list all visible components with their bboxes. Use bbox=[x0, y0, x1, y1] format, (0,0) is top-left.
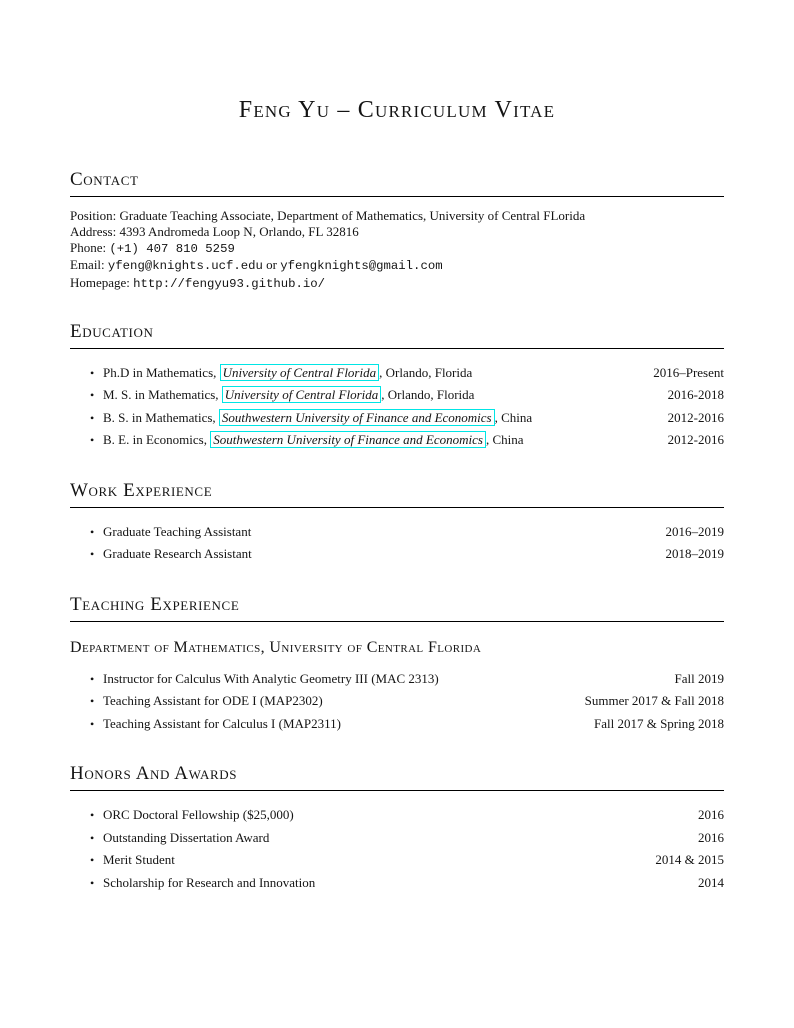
education-item bbox=[70, 407, 724, 430]
contact-heading: Contact bbox=[70, 169, 139, 190]
section-rule bbox=[70, 790, 724, 791]
section-teaching-experience bbox=[70, 593, 724, 736]
section-rule bbox=[70, 196, 724, 197]
email-primary: yfeng@knights.ucf.edu bbox=[107, 259, 263, 274]
education-item-dates: 2012-2016 bbox=[667, 432, 724, 448]
honors-item-dates: 2014 & 2015 bbox=[655, 852, 724, 868]
teaching-item-role: Instructor for Calculus With Analytic Geometry III (MAC 2313) bbox=[103, 670, 439, 686]
homepage-value: http://fengyu93.github.io/ bbox=[133, 277, 326, 292]
honors-item bbox=[70, 804, 724, 827]
bullet-icon: • bbox=[90, 365, 95, 380]
bullet-icon: • bbox=[90, 410, 95, 425]
bullet-icon: • bbox=[90, 716, 95, 731]
work-item bbox=[70, 521, 724, 544]
honors-item-dates: 2016 bbox=[698, 807, 724, 823]
section-contact bbox=[70, 168, 724, 293]
education-item-text bbox=[103, 407, 668, 429]
bullet-icon: • bbox=[90, 671, 95, 686]
work-item-dates: 2016–2019 bbox=[665, 523, 724, 539]
email-label: Email: bbox=[70, 257, 105, 273]
honors-heading: Honors And Awards bbox=[70, 763, 238, 785]
section-rule bbox=[70, 348, 724, 349]
contact-line-position bbox=[70, 208, 724, 224]
section-honors-awards bbox=[70, 762, 724, 894]
degree-text: M. S. in Mathematics, bbox=[103, 387, 219, 403]
honors-item bbox=[70, 827, 724, 850]
honors-item-award: ORC Doctoral Fellowship ($25,000) bbox=[103, 807, 294, 823]
contact-line-address bbox=[70, 224, 724, 240]
honors-item-dates: 2016 bbox=[698, 829, 724, 845]
address-label: Address: bbox=[70, 223, 117, 239]
education-item bbox=[70, 362, 724, 385]
education-item bbox=[70, 429, 724, 452]
institution-link[interactable]: Southwestern University of Finance and Economics bbox=[210, 431, 486, 448]
education-item-text bbox=[103, 362, 653, 384]
contact-lines bbox=[70, 208, 724, 293]
education-item-text bbox=[103, 384, 668, 406]
education-item-text bbox=[103, 429, 668, 451]
position-value: Graduate Teaching Associate, Department of Mathematics, University of Central FLorida bbox=[119, 208, 586, 223]
bullet-icon: • bbox=[90, 830, 95, 845]
contact-line-email bbox=[70, 257, 724, 275]
phone-value: (+1) 407 810 5259 bbox=[109, 241, 235, 256]
education-list bbox=[70, 362, 724, 452]
degree-text: B. S. in Mathematics, bbox=[103, 409, 216, 425]
bullet-icon: • bbox=[90, 808, 95, 823]
institution-link[interactable]: University of Central Florida bbox=[222, 386, 381, 403]
bullet-icon: • bbox=[90, 547, 95, 562]
teaching-item-role: Teaching Assistant for Calculus I (MAP2311) bbox=[103, 715, 341, 731]
bullet-icon: • bbox=[90, 875, 95, 890]
teaching-item-role: Teaching Assistant for ODE I (MAP2302) bbox=[103, 693, 323, 709]
bullet-icon: • bbox=[90, 694, 95, 709]
teaching-subsection-heading: Department of Mathematics, University of Central Florida bbox=[70, 638, 482, 656]
teaching-item bbox=[70, 690, 724, 713]
teaching-list bbox=[70, 668, 724, 736]
bullet-icon: • bbox=[90, 524, 95, 539]
location-text: , Orlando, Florida bbox=[379, 364, 473, 380]
section-rule bbox=[70, 507, 724, 508]
education-item bbox=[70, 384, 724, 407]
honors-item-award: Scholarship for Research and Innovation bbox=[103, 874, 316, 890]
contact-line-phone bbox=[70, 240, 724, 258]
institution-link[interactable]: University of Central Florida bbox=[220, 364, 379, 381]
bullet-icon: • bbox=[90, 853, 95, 868]
honors-item-award: Merit Student bbox=[103, 852, 175, 868]
education-item-dates: 2016–Present bbox=[653, 364, 724, 380]
address-value: 4393 Andromeda Loop N, Orlando, FL 32816 bbox=[119, 223, 359, 239]
honors-item-dates: 2014 bbox=[698, 874, 724, 890]
work-item-role: Graduate Teaching Assistant bbox=[103, 523, 252, 539]
section-rule bbox=[70, 621, 724, 622]
work-heading: Work Experience bbox=[70, 479, 213, 501]
teaching-item bbox=[70, 713, 724, 736]
work-item bbox=[70, 543, 724, 566]
location-text: , China bbox=[494, 409, 533, 425]
work-item-role: Graduate Research Assistant bbox=[103, 546, 252, 562]
degree-text: B. E. in Economics, bbox=[103, 432, 207, 448]
work-item-dates: 2018–2019 bbox=[665, 546, 724, 562]
teaching-item-dates: Summer 2017 & Fall 2018 bbox=[584, 693, 724, 709]
location-text: , China bbox=[485, 432, 524, 448]
teaching-item bbox=[70, 668, 724, 691]
page-title: Feng Yu – Curriculum Vitae bbox=[238, 97, 556, 123]
honors-item bbox=[70, 872, 724, 895]
education-item-dates: 2012-2016 bbox=[667, 409, 724, 425]
education-heading: Education bbox=[70, 320, 154, 342]
contact-line-homepage bbox=[70, 275, 724, 293]
position-label: Position: bbox=[70, 208, 117, 223]
honors-list bbox=[70, 804, 724, 894]
education-item-dates: 2016-2018 bbox=[667, 387, 724, 403]
honors-item-award: Outstanding Dissertation Award bbox=[103, 829, 270, 845]
email-separator: or bbox=[266, 257, 277, 273]
honors-item bbox=[70, 849, 724, 872]
bullet-icon: • bbox=[90, 433, 95, 448]
degree-text: Ph.D in Mathematics, bbox=[103, 364, 217, 380]
institution-link[interactable]: Southwestern University of Finance and Economics bbox=[219, 409, 495, 426]
email-secondary: yfengknights@gmail.com bbox=[280, 259, 443, 274]
phone-label: Phone: bbox=[70, 239, 107, 255]
teaching-item-dates: Fall 2019 bbox=[674, 670, 724, 686]
work-list bbox=[70, 521, 724, 566]
section-education bbox=[70, 320, 724, 452]
section-work-experience bbox=[70, 479, 724, 566]
bullet-icon: • bbox=[90, 388, 95, 403]
teaching-heading: Teaching Experience bbox=[70, 593, 240, 615]
teaching-item-dates: Fall 2017 & Spring 2018 bbox=[593, 715, 724, 731]
location-text: , Orlando, Florida bbox=[381, 387, 475, 403]
homepage-label: Homepage: bbox=[70, 275, 130, 291]
